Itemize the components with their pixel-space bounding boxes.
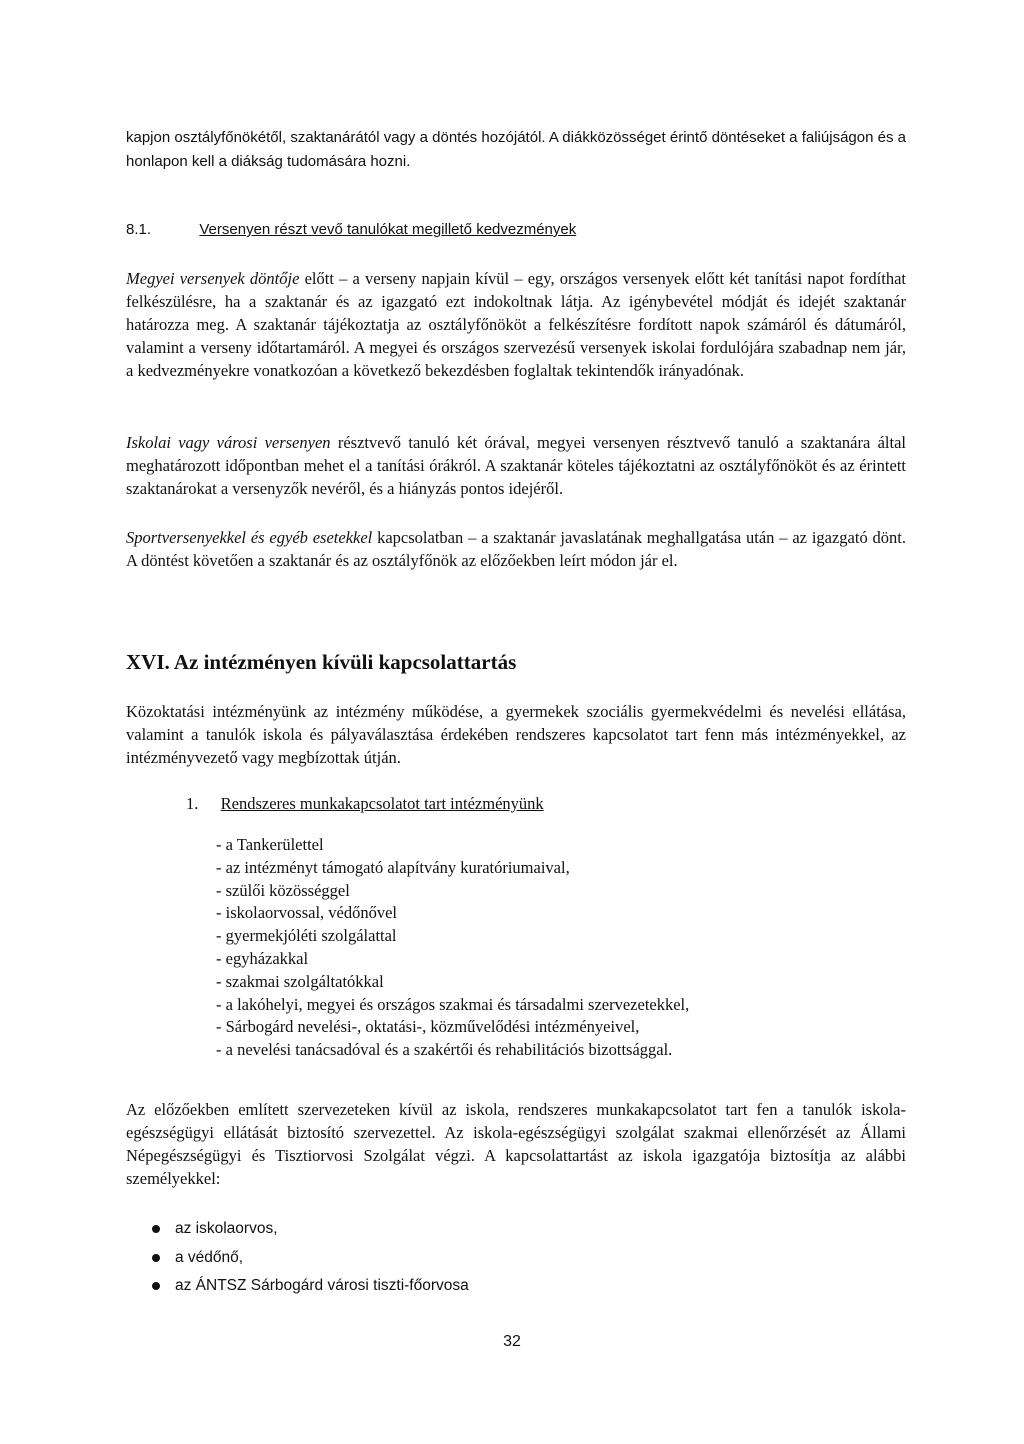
chapter-intro: Közoktatási intézményünk az intézmény működése, a gyermekek szociális gyermekvédelmi és nevelési ellátása, valamint a tanulók iskola és pályaválasztása érdekében rendszeres kapcsolatot tart fenn más intézményekkel, az intézményvezető vagy megbízottak útján. (126, 702, 906, 767)
bullet-icon (152, 1282, 160, 1290)
intro-text: kapjon osztályfőnökétől, szaktanárától vagy a döntés hozójától. A diákközösséget érintő döntéseket a faliújságon és a honlapon kell a diákság tudomására hozni. (126, 129, 906, 170)
chapter-heading: XVI. Az intézményen kívüli kapcsolattartás (126, 650, 517, 674)
list-item (150, 1215, 469, 1244)
list-item-label: az ÁNTSZ Sárbogárd városi tiszti-főorvosa (175, 1277, 469, 1294)
section-number: 8.1. (126, 221, 152, 238)
emphasis-iskolai: Iskolai vagy városi versenyen (126, 433, 331, 452)
section-8-1-paragraph-2 (126, 431, 906, 500)
list-item: - egyházakkal (216, 948, 309, 968)
bullet-icon (152, 1254, 160, 1262)
list-item: - gyermekjóléti szolgálattal (216, 926, 397, 946)
paragraph-text: kapcsolatban – a szaktanár javaslatának meghallgatása után – az igazgató dönt. A döntést követően a szaktanár és az osztályfőnök az előzőekben leírt módon jár el. (126, 528, 906, 570)
list-item (150, 1272, 469, 1301)
page-number: 32 (503, 1333, 521, 1350)
list-item: - szakmai szolgáltatókkal (216, 971, 384, 991)
emphasis-sport: Sportversenyekkel és egyéb esetekkel (126, 528, 373, 547)
list-item: - a Tankerülettel (216, 835, 324, 854)
partner-list (216, 834, 689, 1062)
paragraph-text: előtt – a verseny napjain kívül – egy, országos versenyek előtt két tanítási napot fordíthat felkészülésre, ha a szaktanár és az igazgató ezt indokoltnak látja. Az igénybevétel módját és idejét szaktanár határozza meg. A szaktanár tájékoztatja az osztályfőnököt a felkészítésre fordított napok számáról és dátumáról, valamint a verseny időtartamáról. A megyei és országos szervezésű versenyek iskolai fordulójára szabadnap nem jár, a kedvezményekre vonatkozóan a következő bekezdésben foglaltak tekintendők irányadónak. (126, 269, 907, 380)
section-8-1-paragraph-3 (126, 526, 906, 572)
contact-list (150, 1215, 469, 1301)
subsection-number: 1. (186, 794, 199, 813)
section-8-1-heading (126, 218, 906, 241)
intro-paragraph (126, 125, 906, 173)
subsection-heading (186, 792, 786, 815)
list-item: - a lakóhelyi, megyei és országos szakmai és társadalmi szervezetekkel, (216, 994, 690, 1014)
list-item-label: az iskolaorvos, (175, 1220, 278, 1237)
list-item-label: a védőnő, (175, 1248, 244, 1266)
subsection-title: Rendszeres munkakapcsolatot tart intézményünk (220, 794, 544, 813)
paragraph-text: résztvevő tanuló két órával, megyei versenyen résztvevő tanuló a szaktanára által meghatározott időpontban mehet el a tanítási órákról. A szaktanár köteles tájékoztatni az osztályfőnököt és az érintett szaktanárokat a versenyzők nevéről, és a hiányzás pontos idejéről. (126, 433, 907, 498)
list-item (150, 1244, 469, 1273)
section-title: Versenyen részt vevő tanulókat megillető kedvezmények (199, 221, 577, 238)
list-item: - Sárbogárd nevelési-, oktatási-, közművelődési intézményeivel, (216, 1017, 640, 1037)
list-item: - iskolaorvossal, védőnővel (216, 903, 398, 923)
section-8-1-paragraph-1 (126, 267, 906, 382)
emphasis-megyei: Megyei versenyek döntője (126, 269, 300, 288)
health-paragraph: Az előzőekben említett szervezeteken kívül az iskola, rendszeres munkakapcsolatot tart fen a tanulók iskola-egészségügyi ellátását biztosító szervezettel. Az iskola-egészségügyi szolgálat szakmai ellenőrzését az Állami Népegészségügyi és Tisztiorvosi Szolgálat végzi. A kapcsolattartást az iskola igazgatója biztosítja az alábbi személyekkel: (126, 1100, 906, 1188)
list-item: - a nevelési tanácsadóval és a szakértői és rehabilitációs bizottsággal. (216, 1040, 673, 1060)
list-item: - szülői közösséggel (216, 880, 350, 900)
list-item: - az intézményt támogató alapítvány kuratóriumaival, (216, 857, 570, 877)
bullet-icon (152, 1225, 160, 1233)
